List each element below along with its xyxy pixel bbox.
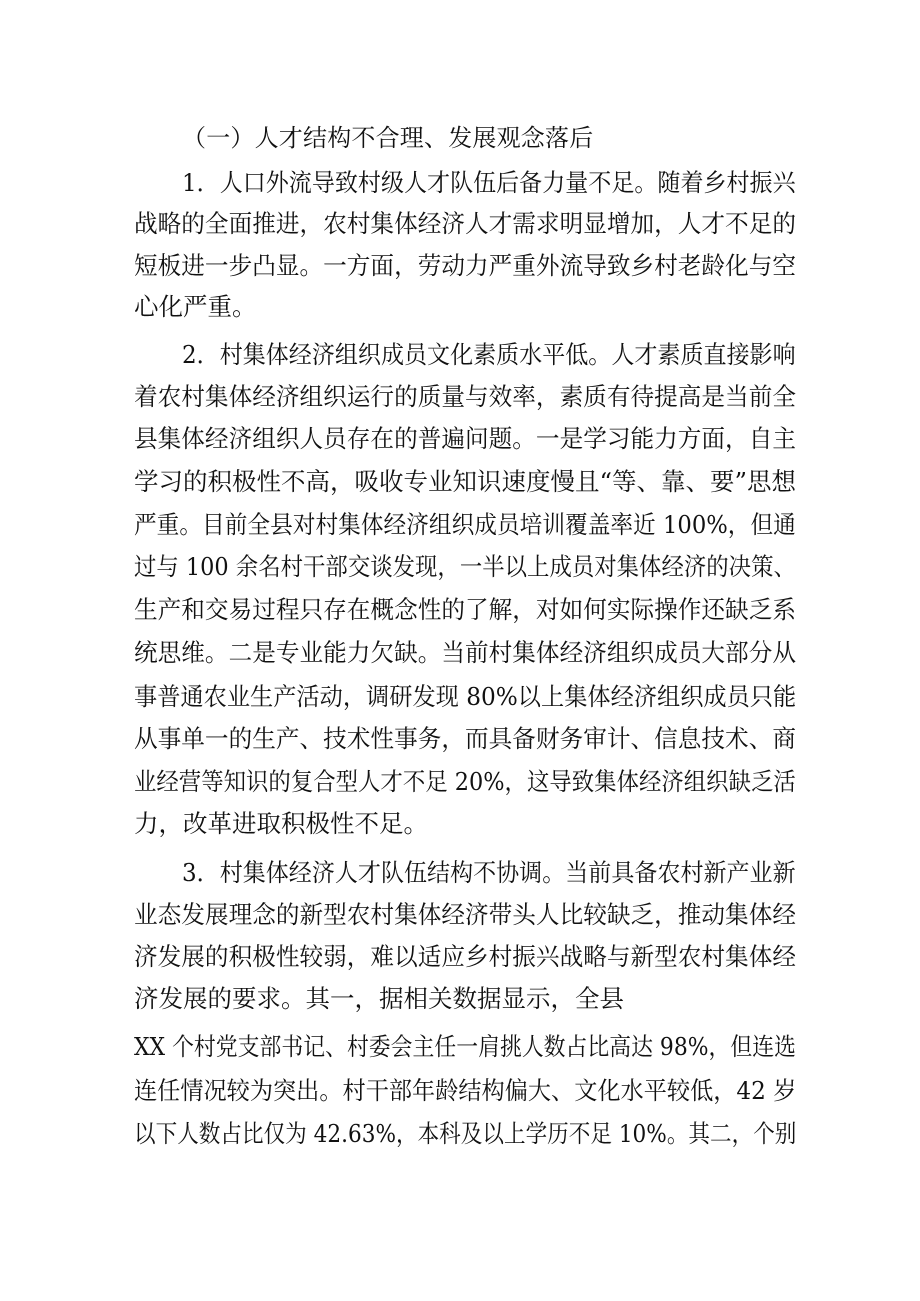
paragraph-1-line-4: 心化严重。 xyxy=(134,292,257,321)
section-heading: （一）人才结构不合理、发展观念落后 xyxy=(182,124,594,152)
paragraph-2-line-5: 严重。目前全县对村集体经济组织成员培训覆盖率近 100%，但通 xyxy=(134,510,796,539)
paragraph-3-line-6: 连任情况较为突出。村干部年龄结构偏大、文化水平较低，42 岁 xyxy=(134,1076,797,1105)
paragraph-3-line-5: XX 个村党支部书记、村委会主任一肩挑人数占比高达 98%，但连选 xyxy=(134,1032,796,1061)
paragraph-3-line-7: 以下人数占比仅为 42.63%，本科及以上学历不足 10%。其二，个别 xyxy=(134,1119,797,1148)
paragraph-2-line-3: 县集体经济组织人员存在的普遍问题。一是学习能力方面，自主 xyxy=(134,424,796,453)
paragraph-3-line-3: 济发展的积极性较弱，难以适应乡村振兴战略与新型农村集体经 xyxy=(134,942,796,971)
paragraph-2-line-10: 从事单一的生产、技术性事务，而具备财务审计、信息技术、商 xyxy=(134,724,796,753)
paragraph-1-line-1: 1．人口外流导致村级人才队伍后备力量不足。随着乡村振兴 xyxy=(182,168,796,197)
paragraph-2-line-6: 过与 100 余名村干部交谈发现，一半以上成员对集体经济的决策、 xyxy=(134,552,796,581)
paragraph-3-line-2: 业态发展理念的新型农村集体经济带头人比较缺乏，推动集体经 xyxy=(134,900,796,929)
paragraph-2-line-7: 生产和交易过程只存在概念性的了解，对如何实际操作还缺乏系 xyxy=(134,595,796,624)
paragraph-2-line-2: 着农村集体经济组织运行的质量与效率，素质有待提高是当前全 xyxy=(134,382,796,411)
paragraph-2-line-12: 力，改革进取积极性不足。 xyxy=(134,809,428,838)
paragraph-2-line-1: 2．村集体经济组织成员文化素质水平低。人才素质直接影响 xyxy=(182,340,796,369)
paragraph-1-line-2: 战略的全面推进，农村集体经济人才需求明显增加，人才不足的 xyxy=(134,209,796,238)
paragraph-1-line-3: 短板进一步凸显。一方面，劳动力严重外流导致乡村老龄化与空 xyxy=(134,251,796,280)
paragraph-3-line-4: 济发展的要求。其一，据相关数据显示，全县 xyxy=(134,984,624,1013)
paragraph-2-line-8: 统思维。二是专业能力欠缺。当前村集体经济组织成员大部分从 xyxy=(134,638,796,667)
paragraph-2-line-9: 事普通农业生产活动，调研发现 80%以上集体经济组织成员只能 xyxy=(134,682,797,711)
paragraph-2-line-4: 学习的积极性不高，吸收专业知识速度慢且“等、靠、要”思想 xyxy=(134,467,797,496)
paragraph-3-line-1: 3．村集体经济人才队伍结构不协调。当前具备农村新产业新 xyxy=(182,858,796,887)
paragraph-2-line-11: 业经营等知识的复合型人才不足 20%，这导致集体经济组织缺乏活 xyxy=(134,767,796,796)
